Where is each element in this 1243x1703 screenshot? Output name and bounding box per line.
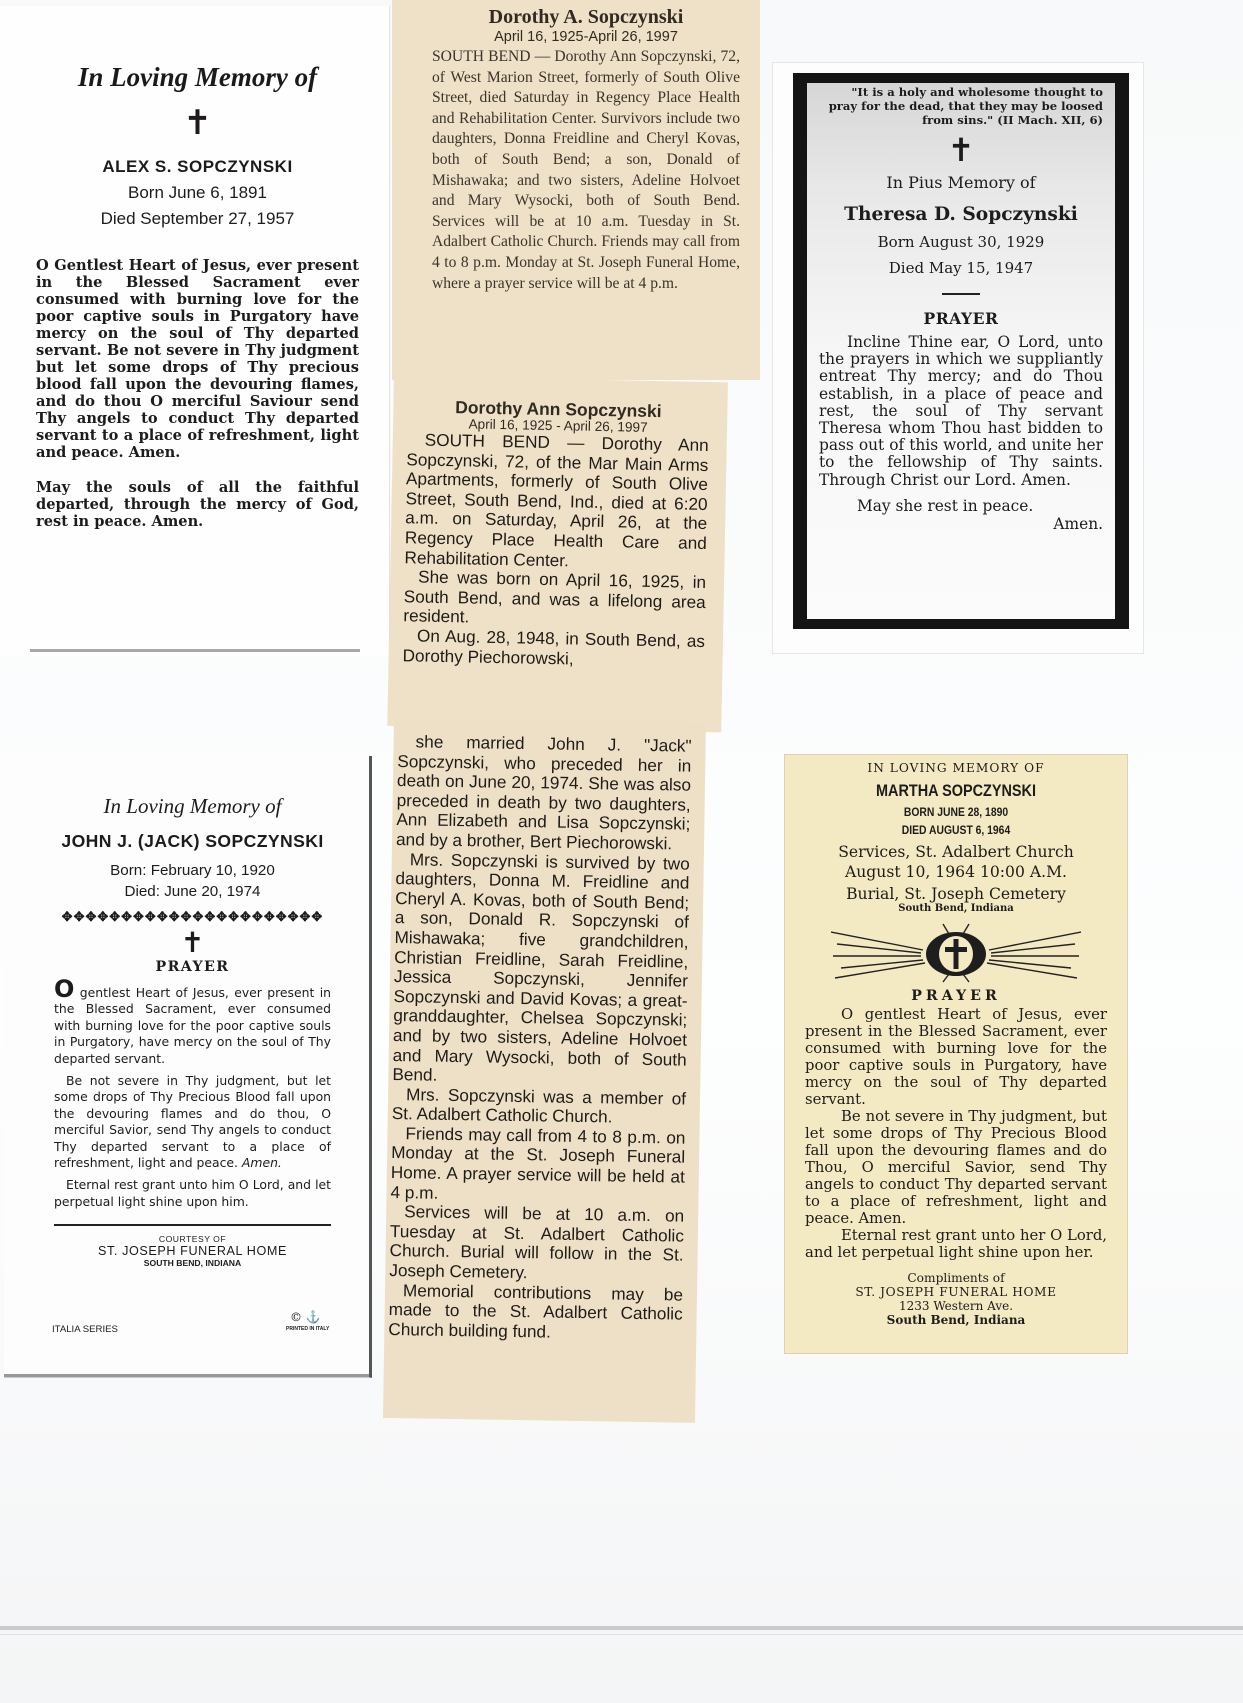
funeral-home-location: SOUTH BEND, INDIANA [143, 1258, 242, 1269]
prayer-text: O gentlest Heart of Jesus, ever present in the Blessed Sacrament, ever consumed with burning love for the poor captive souls in Purgatory, have mercy on the soul of Thy departed servant. [805, 1006, 1107, 1108]
closing-prayer: May the souls of all the faithful departed, through the mercy of God, rest in peace. Amen. [36, 479, 359, 530]
funeral-home-address: 1233 Western Ave. [898, 1299, 1014, 1313]
scripture-reference: (II Mach. XII, 6) [997, 113, 1103, 127]
deceased-name: MARTHA SOPCZYNSKI [875, 781, 1037, 800]
prayer-text: Incline Thine ear, O Lord, unto the prayers in which we suppliantly entreat Thy mercy; and do Thou establish, in a place of peace and rest, the soul of Thy servant Theresa whom Thou hast bidden to pass out of this world, and unite her to the fellowship of Thy saints. Through Christ our Lord. Amen. [819, 333, 1103, 489]
services-info: Services, St. Adalbert Church [838, 843, 1074, 861]
death-date: Died September 27, 1957 [100, 209, 295, 228]
obituary-clipping-long-bottom [383, 718, 706, 1423]
prayer-text: Eternal rest grant unto her O Lord, and let perpetual light shine upon her. [805, 1227, 1107, 1261]
funeral-home-name: ST. JOSEPH FUNERAL HOME [98, 1244, 287, 1259]
prayer-text: gentlest Heart of Jesus, ever present in the Blessed Sacrament, ever consumed with burning love for the poor captive souls in Purgatory, have mercy on the soul of Thy departed servant. [54, 985, 331, 1066]
obituary-name: Dorothy A. Sopczynski [488, 6, 684, 28]
deceased-name: Theresa D. Sopczynski [844, 204, 1078, 225]
funeral-home-name: ST. JOSEPH FUNERAL HOME [855, 1285, 1057, 1299]
memorial-card-john [4, 756, 372, 1378]
prayer-title: PRAYER [923, 309, 999, 328]
star-divider: ✥✥✥✥✥✥✥✥✥✥✥✥✥✥✥✥✥✥✥✥✥✥ [61, 910, 324, 925]
death-date: Died May 15, 1947 [888, 259, 1034, 277]
birth-date: BORN JUNE 28, 1890 [903, 805, 1009, 819]
deceased-name: JOHN J. (JACK) SOPCZYNSKI [61, 831, 324, 851]
amen: Amen. [241, 1155, 282, 1171]
birth-date: Born: February 10, 1920 [110, 862, 275, 879]
obituary-paragraph: On Aug. 28, 1948, in South Bend, as Dorothy Piechorowski, [402, 625, 706, 669]
obituary-paragraph: Memorial contributions may be made to the St. Adalbert Catholic Church building fund. [388, 1279, 684, 1342]
page-bottom-edge-inner [0, 1634, 1243, 1635]
radiant-cross-icon [831, 922, 1081, 984]
obituary-dates: April 16, 1925 - April 26, 1997 [468, 416, 648, 435]
funeral-home-city: South Bend, Indiana [886, 1313, 1026, 1327]
courtesy-label: COURTESY OF [158, 1234, 227, 1245]
series-label: ITALIA SERIES [52, 1324, 118, 1335]
death-date: Died: June 20, 1974 [124, 883, 261, 900]
prayer-title: PRAYER [911, 988, 1001, 1004]
prayer-text: Eternal rest grant unto him O Lord, and let perpetual light shine upon him. [54, 1177, 331, 1209]
card-heading: In Loving Memory of [103, 794, 282, 818]
card-heading: In Loving Memory of [77, 62, 318, 92]
obituary-paragraph: Services will be at 10 a.m. on Tuesday at St. Adalbert Catholic Church. Burial will follow in the St. Joseph Cemetery. [389, 1201, 685, 1283]
cross-icon: ✝ [183, 105, 212, 142]
divider [942, 293, 980, 295]
prayer-title: PRAYER [155, 959, 230, 975]
obituary-paragraph: she married John J. "Jack" Sopczynski, who preceded her in death on June 20, 1974. She was also preceded in death by two daughters, Ann Elizabeth and Lisa Sopczynski; and by a brother, Bert Piechorowski. [395, 731, 692, 854]
amen: Amen. [1053, 514, 1103, 533]
obituary-clipping-long-top [387, 376, 728, 732]
compliments-label: Compliments of [907, 1271, 1005, 1285]
service-date: August 10, 1964 10:00 A.M. [845, 863, 1067, 881]
page-bottom-edge [0, 1626, 1243, 1630]
deceased-name: ALEX S. SOPCZYNSKI [102, 157, 293, 176]
card-edge [4, 1374, 369, 1377]
card-heading: IN LOVING MEMORY OF [867, 761, 1045, 775]
scripture-quote: "It is a holy and wholesome thought to pray for the dead, that they may be loosed from sins." [828, 85, 1103, 127]
obituary-dates: April 16, 1925-April 26, 1997 [494, 29, 678, 45]
memorial-card-martha [784, 754, 1128, 1354]
obituary-paragraph: SOUTH BEND — Dorothy Ann Sopczynski, 72, of the Mar Main Arms Apartments, formerly of South Olive Street, South Bend, Ind., died at 6:20 a.m. on Saturday, April 26, at the Regency Place Health Care and Rehabilitation Center. [404, 429, 709, 570]
rest-in-peace: May she rest in peace. [857, 496, 1034, 515]
obituary-clipping-short [392, 0, 760, 380]
card-edge [30, 649, 360, 652]
black-border [793, 73, 1129, 629]
burial-info: Burial, St. Joseph Cemetery [846, 885, 1066, 903]
memorial-card-alex [0, 6, 390, 656]
obituary-paragraph: She was born on April 16, 1925, in South Bend, and was a lifelong area resident. [403, 566, 707, 627]
printed-label: PRINTED IN ITALY [286, 1326, 330, 1332]
birth-date: Born June 6, 1891 [128, 183, 267, 202]
obituary-paragraph: Mrs. Sopczynski was a member of St. Adalbert Catholic Church. [391, 1083, 687, 1127]
memorial-card-theresa [772, 62, 1144, 654]
obituary-name: Dorothy Ann Sopczynski [454, 397, 662, 422]
drop-cap: O [54, 975, 75, 1003]
obituary-body: SOUTH BEND — Dorothy Ann Sopczynski, 72, of West Marion Street, formerly of South Olive Street, died Saturday in Regency Place Health and Rehabilitation Center. Survivors include two daughters, Donna Freidline and Cheryl Kovas, both of South Bend; a son, Donald of Mishawaka; and two sisters, Adeline Holvoet and Mary Wysocki, both of South Bend. Services will be at 10 a.m. Tuesday in St. Adalbert Catholic Church. Friends may call from 4 to 8 p.m. Monday at St. Joseph Funeral Home, where a prayer service will be at 4 p.m. [432, 48, 740, 292]
prayer-text: Be not severe in Thy judgment, but let some drops of Thy Precious Blood fall upon the devouring flames and do thou, O merciful Savior, send Thy angels to conduct Thy departed servant to a place of refreshment, light and peace. [54, 1073, 331, 1171]
birth-date: Born August 30, 1929 [877, 233, 1045, 251]
card-heading: In Pius Memory of [886, 173, 1036, 192]
obituary-paragraph: Friends may call from 4 to 8 p.m. on Monday at the St. Joseph Funeral Home. A prayer service will be held at 4 p.m. [390, 1123, 686, 1203]
anchor-icon: © ⚓ [290, 1310, 321, 1324]
prayer-text: Be not severe in Thy judgment, but let some drops of Thy Precious Blood fall upon the devouring flames and do Thou, O merciful Savior, send Thy angels to conduct Thy departed servant to a place of refreshment, light and peace. Amen. [805, 1108, 1107, 1227]
divider [54, 1224, 331, 1226]
prayer-text: O Gentlest Heart of Jesus, ever present in the Blessed Sacrament ever consumed with burning love for the poor captive souls in Purgatory have mercy on the soul of Thy departed servant. Be not severe in Thy judgment but let some drops of Thy precious blood fall upon the devouring flames, and do thou O merciful Saviour send Thy angels to conduct Thy departed servant to a place of refreshment, light and peace. Amen. [36, 257, 359, 461]
cross-icon: ✝ [947, 131, 975, 169]
death-date: DIED AUGUST 6, 1964 [901, 823, 1011, 837]
cross-icon: ✝ [180, 926, 205, 959]
obituary-paragraph: Mrs. Sopczynski is survived by two daughters, Donna M. Freidline and Cheryl A. Kovas, both of South Bend; a son, Donald R. Sopczynski of Mishawaka; five grandchildren, Christian Freidline, Sarah Freidline, Jessica Sopczynski, Jennifer Sopczynski and David Kovas; a great-granddaughter, Chelsea Sopczynski; and by two sisters, Adeline Holvoet and Mary Wysocki, both of South Bend. [392, 848, 690, 1085]
burial-location: South Bend, Indiana [898, 903, 1014, 914]
